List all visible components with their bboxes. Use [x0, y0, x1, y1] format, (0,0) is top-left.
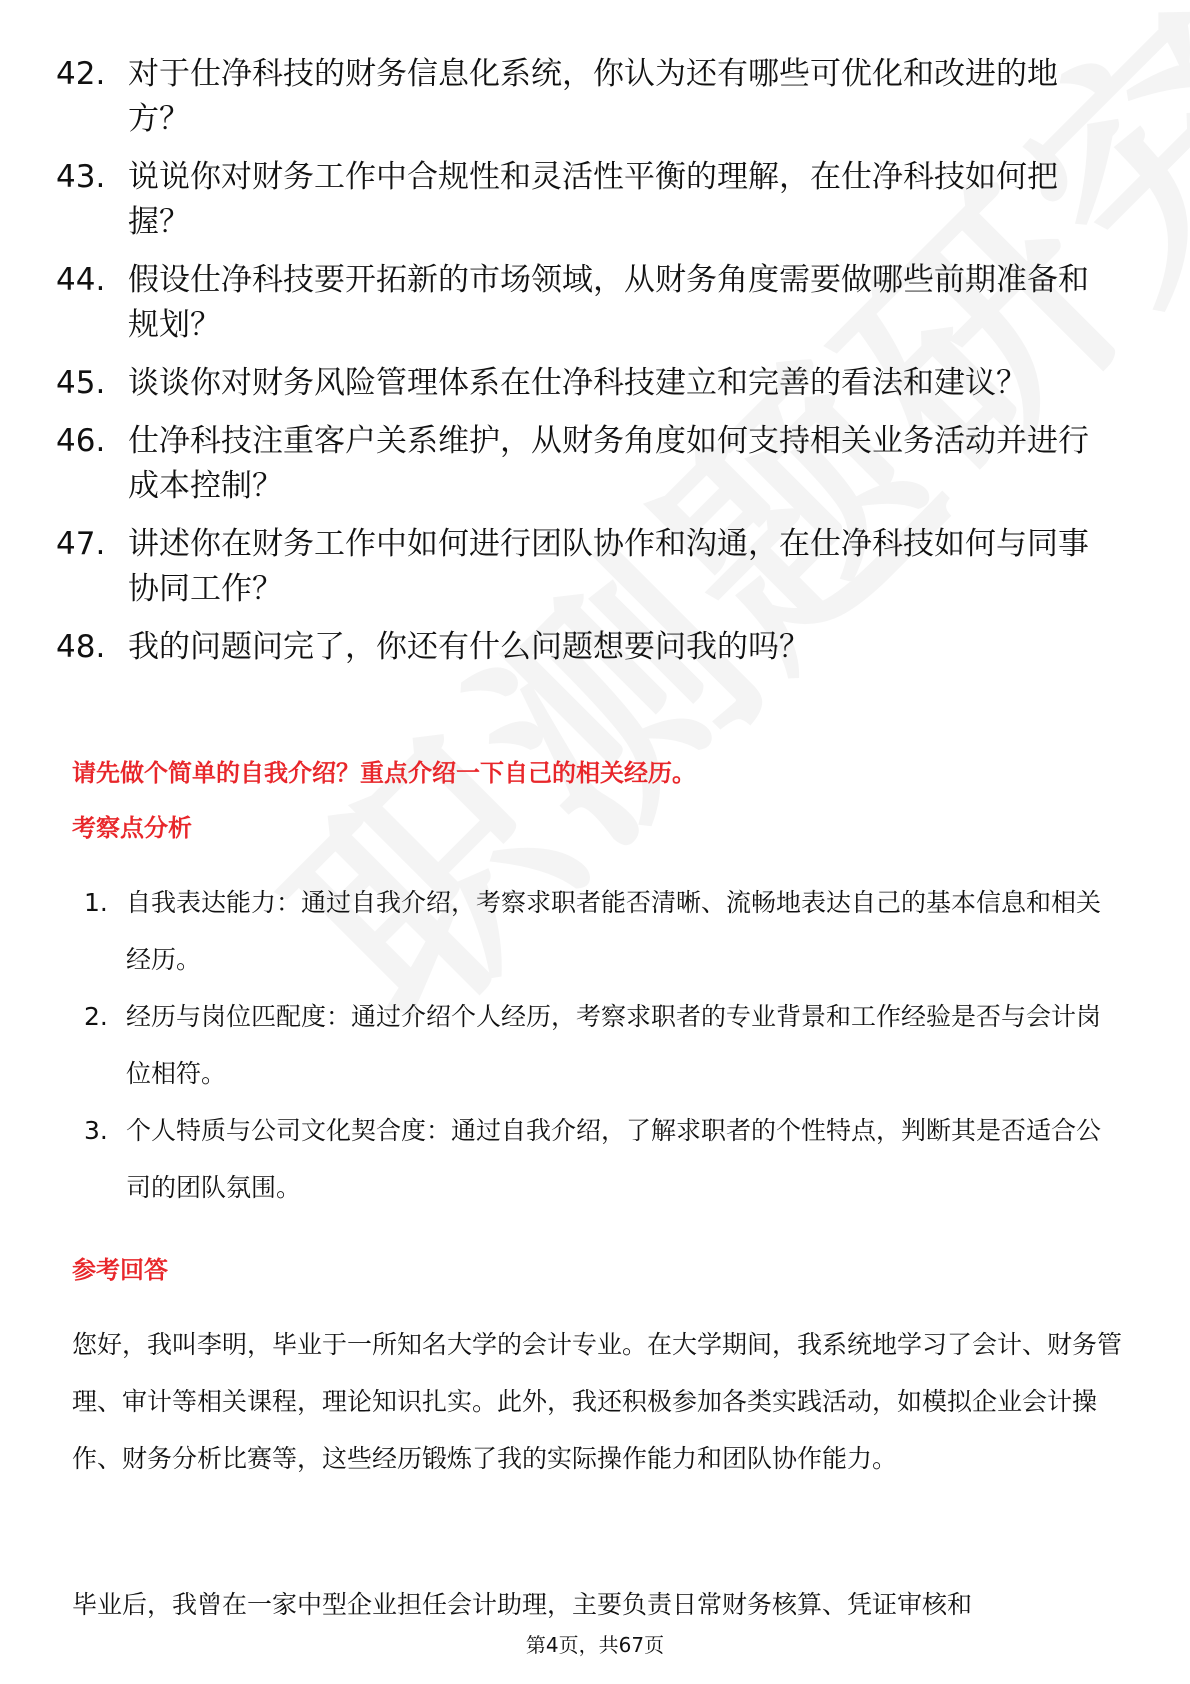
question-list [56, 52, 1136, 683]
question-number: 44. [56, 262, 106, 298]
list-item [56, 52, 1136, 142]
list-item [56, 155, 1136, 245]
question-text: 仕净科技注重客户关系维护，从财务角度如何支持相关业务活动并进行成本控制？ [128, 423, 1089, 504]
list-item [56, 419, 1136, 509]
list-item [84, 1102, 1124, 1216]
analysis-text: 经历与岗位匹配度：通过介绍个人经历，考察求职者的专业背景和工作经验是否与会计岗位相符。 [126, 1002, 1102, 1088]
question-number: 47. [56, 526, 106, 562]
question-text: 我的问题问完了，你还有什么问题想要问我的吗？ [128, 629, 810, 665]
question-number: 42. [56, 56, 106, 92]
question-text: 说说你对财务工作中合规性和灵活性平衡的理解，在仕净科技如何把握？ [128, 159, 1058, 240]
answer-paragraph: 您好，我叫李明，毕业于一所知名大学的会计专业。在大学期间，我系统地学习了会计、财务管理、审计等相关课程，理论知识扎实。此外，我还积极参加各类实践活动，如模拟企业会计操作、财务分析比赛等，这些经历锻炼了我的实际操作能力和团队协作能力。 [72, 1330, 1123, 1473]
question-number: 48. [56, 629, 106, 665]
question-text: 假设仕净科技要开拓新的市场领域，从财务角度需要做哪些前期准备和规划？ [128, 262, 1089, 343]
list-item [84, 874, 1124, 988]
answer-paragraph: 毕业后，我曾在一家中型企业担任会计助理，主要负责日常财务核算、凭证审核和 [72, 1590, 973, 1619]
question-text: 对于仕净科技的财务信息化系统，你认为还有哪些可优化和改进的地方？ [128, 56, 1058, 137]
analysis-text: 个人特质与公司文化契合度：通过自我介绍，了解求职者的个性特点，判断其是否适合公司的团队氛围。 [126, 1116, 1102, 1202]
list-item [56, 522, 1136, 612]
question-number: 46. [56, 423, 106, 459]
analysis-number: 1. [84, 888, 108, 917]
question-text: 谈谈你对财务风险管理体系在仕净科技建立和完善的看法和建议？ [128, 365, 1027, 401]
analysis-list [84, 874, 1124, 1216]
list-item [56, 361, 1136, 406]
page-footer: 第4页，共67页 [525, 1633, 665, 1657]
question-number: 43. [56, 159, 106, 195]
section-question-heading: 请先做个简单的自我介绍？重点介绍一下自己的相关经历。 [72, 759, 696, 787]
analysis-heading: 考察点分析 [72, 814, 192, 842]
list-item [84, 988, 1124, 1102]
analysis-number: 2. [84, 1002, 108, 1031]
analysis-number: 3. [84, 1116, 108, 1145]
list-item [56, 258, 1136, 348]
reference-heading: 参考回答 [72, 1256, 168, 1284]
analysis-text: 自我表达能力：通过自我介绍，考察求职者能否清晰、流畅地表达自己的基本信息和相关经历。 [126, 888, 1102, 974]
question-text: 讲述你在财务工作中如何进行团队协作和沟通，在仕净科技如何与同事协同工作？ [128, 526, 1089, 607]
question-number: 45. [56, 365, 106, 401]
list-item [56, 625, 1136, 670]
